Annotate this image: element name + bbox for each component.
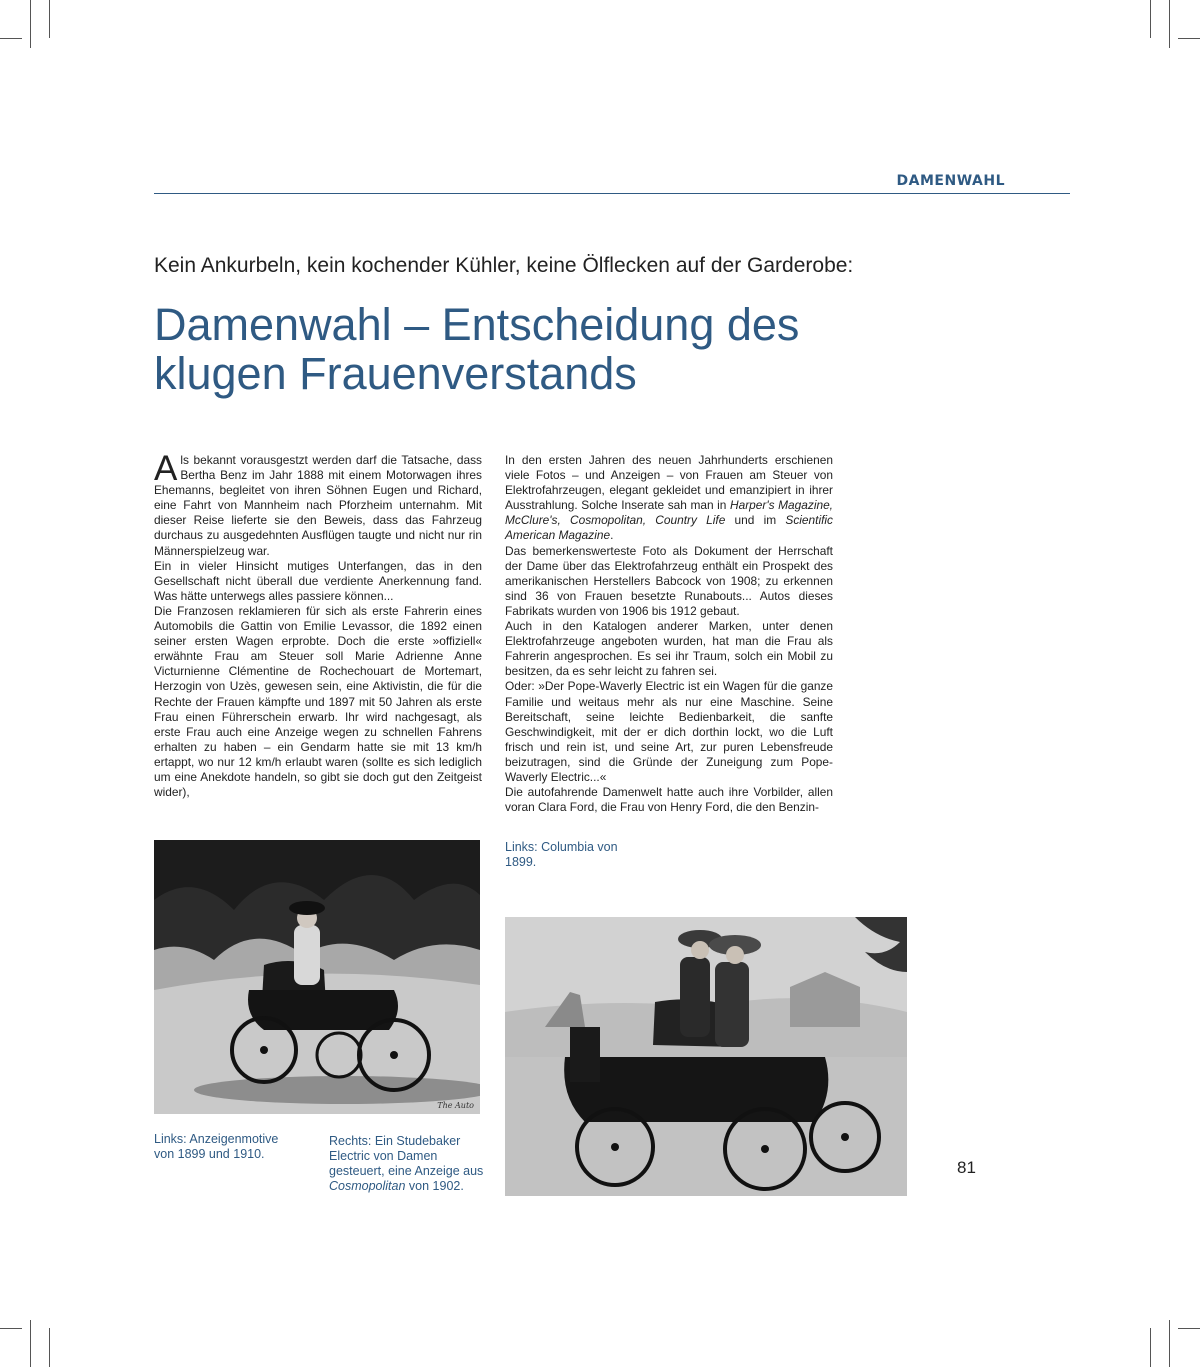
headline-line-1: Damenwahl – Entscheidung des [154, 299, 800, 350]
magazine-names: Harper's Magazine, McClure's, Cosmopolitan, Country Life [505, 498, 833, 528]
photo-columbia-1899 [505, 917, 907, 1196]
paragraph: Die autofahrende Damenwelt hatte auch ihre Vorbilder, allen voran Clara Ford, die Frau von Henry Ford, die den Benzin- [505, 785, 833, 815]
paragraph-text: . [610, 528, 614, 543]
headline-line-2: klugen Frauenverstands [154, 348, 637, 399]
crop-mark [30, 0, 31, 48]
caption-text: von 1902. [405, 1179, 464, 1193]
caption-ad-motifs: Links: Anzeigenmotive von 1899 und 1910. [154, 1132, 279, 1161]
kicker: Kein Ankurbeln, kein kochender Kühler, keine Ölflecken auf der Garderobe: [154, 254, 854, 277]
crop-mark [0, 1328, 22, 1329]
right-column [505, 453, 833, 815]
section-label: DAMENWAHL [896, 173, 1005, 189]
paragraph: Oder: »Der Pope-Waverly Electric ist ein Wagen für die ganze Familie und weitaus mehr als nur eine Maschine. Seine Bereitschaft, seine leichte Bedienbarkeit, die sanfte Geschwindigkeit, mit der er dich dorthin lockt, wo die Luft frisch und rein ist, und seine Art, zur puren Lebensfreude beizutragen, sind die Gründe der Zuneigung zum Pope-Waverly Electric...« [505, 679, 833, 784]
crop-mark [1150, 0, 1151, 38]
paragraph-text: ls bekannt vorausgestzt werden darf die Tatsache, dass Bertha Benz im Jahr 1888 mit einem Motorwagen ihres Ehemanns, begleitet von ihren Söhnen Eugen und Richard, eine Fahrt von Mannheim nach Pforzheim unternahm. Mit dieser Reise lieferte sie den Beweis, dass das Fahrzeug durchaus zu ausgedehnten Ausflügen taugte und nicht nur rin Männerspielzeug war. [154, 453, 482, 558]
paragraph [505, 453, 833, 544]
photo-signature: The Auto [437, 1101, 474, 1110]
left-column [154, 449, 482, 800]
paragraph-text: und im [725, 513, 786, 528]
crop-mark [1178, 38, 1200, 39]
crop-mark [1169, 1320, 1170, 1367]
paragraph: Die Franzosen reklamieren für sich als erste Fahrerin eines Automobils die Gattin von Emilie Levassor, die 1892 einen seiner ersten Wagen erprobte. Doch die erste »offiziell« erwähnte Frau am Steuer soll Marie Adrienne Anne Victurnienne Clémentine de Rochechouart de Mortemart, Herzogin von Uzès, gewesen sein, eine Aktivistin, die für die Rechte der Frauen kämpfte und 1897 mit 50 Jahren als erste Frau einen Führerschein erwarb. Ihr wird nachgesagt, als erste Frau auch eine Anzeige wegen zu schnellen Fahrens erhalten zu haben – ein Gendarm hatte sie mit 13 km/h ertappt, wo nur 12 km/h erlaubt waren (sollte es sich lediglich um eine Anekdote handeln, so gibt sie doch gut den Zeitgeist wider), [154, 603, 482, 800]
header-rule [154, 193, 1070, 194]
paragraph: Das bemerkenswerteste Foto als Dokument der Herrschaft der Dame über das Elektrofahrzeug enthält ein Prospekt des amerikanischen Herstellers Babcock von 1908; zu erkennen sind 36 von Frauen besetzte Runabouts... Autos dieses Fabrikats wurden von 1906 bis 1912 gebaut. [505, 543, 833, 618]
photo-illustration [505, 917, 907, 1196]
crop-mark [1178, 1328, 1200, 1329]
magazine-name: Scientific American Magazine [505, 513, 833, 543]
crop-mark [1150, 1328, 1151, 1367]
crop-mark [0, 38, 22, 39]
caption-studebaker [329, 1134, 484, 1194]
dropcap: A [154, 449, 178, 488]
paragraph: Auch in den Katalogen anderer Marken, unter denen Elektrofahrzeuge angeboten wurden, hat man die Frau als Fahrerin angesprochen. Es sei ihr Traum, solch ein Mobil zu besitzen, da es sehr leicht zu fahren sei. [505, 619, 833, 679]
caption-magazine-name: Cosmopolitan [329, 1179, 406, 1193]
crop-mark [49, 0, 50, 38]
photo-studebaker-electric [154, 840, 480, 1114]
crop-mark [1169, 0, 1170, 48]
paragraph [154, 449, 482, 559]
crop-mark [30, 1320, 31, 1367]
paragraph-text: In den ersten Jahren des neuen Jahrhunderts erschienen viele Fotos – und Anzeigen – von Frauen am Steuer von Elektrofahrzeugen, elegant gekleidet und emanzipiert in ihrer Ausstrahlung. Solche Inserate sah man in [505, 453, 833, 513]
paragraph: Ein in vieler Hinsicht mutiges Unterfangen, das in den Gesellschaft nicht überall due verdiente Anerkennung fand. Was hätte unterwegs alles passiere können... [154, 558, 482, 603]
caption-columbia: Links: Columbia von 1899. [505, 840, 618, 869]
page-number: 81 [957, 1158, 976, 1177]
headline [154, 300, 974, 398]
caption-text: Rechts: Ein Studebaker Electric von Damen gesteuert, eine Anzeige aus [329, 1134, 484, 1178]
crop-mark [49, 1328, 50, 1367]
photo-illustration [154, 840, 480, 1114]
